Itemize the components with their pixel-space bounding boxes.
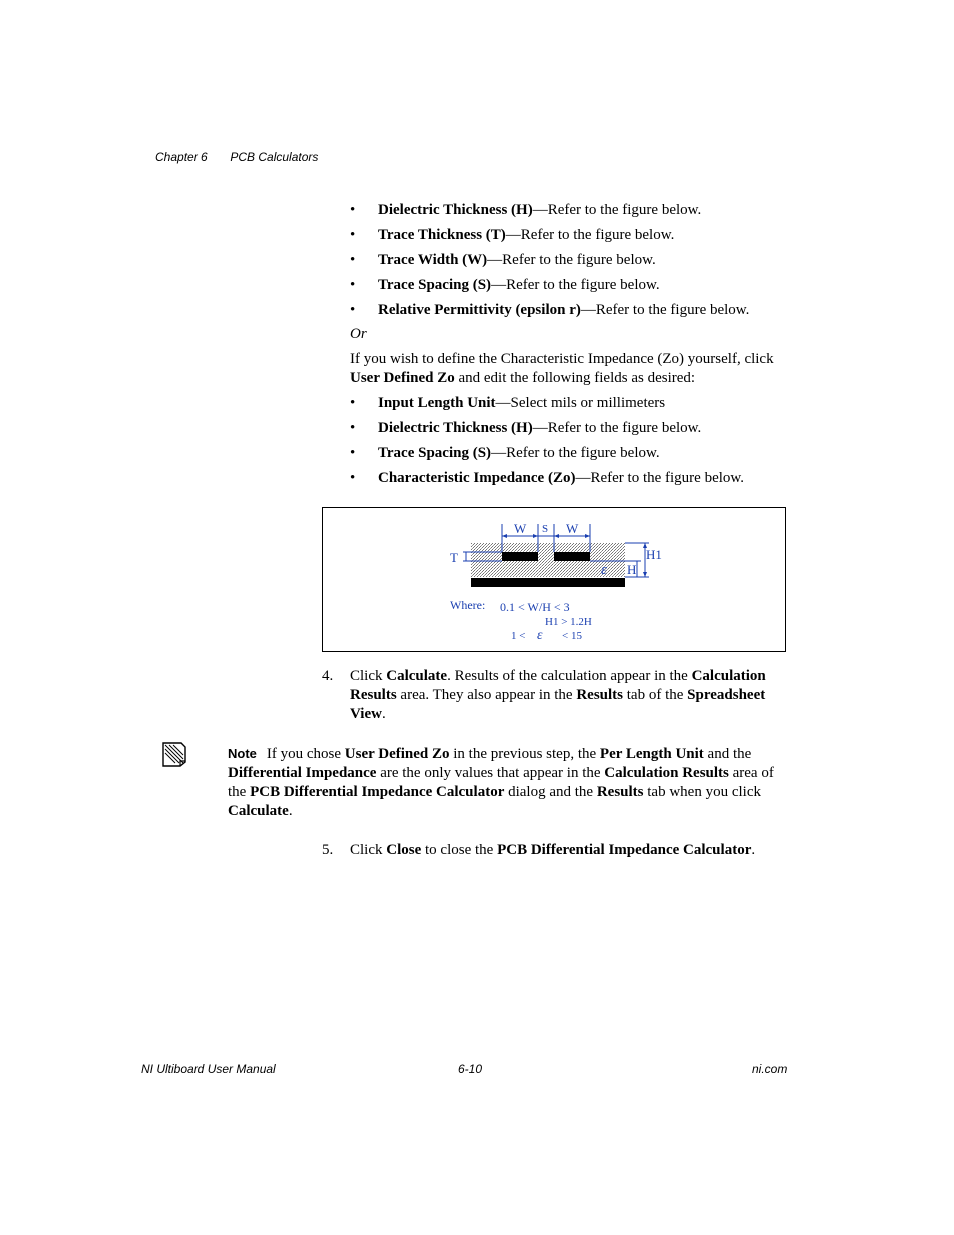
- note-pad-icon: [160, 740, 188, 773]
- note-block: Note If you chose User Defined Zo in the previous step, the Per Length Unit and the Differential Impedance are the only values that appear in the Calculation Results area of the PCB Differential Impedance Calculator dialog and the Results tab when you click Calculate.: [228, 746, 774, 819]
- trace-right: [554, 552, 590, 561]
- trace-left: [502, 552, 538, 561]
- chapter-label: Chapter 6: [155, 150, 208, 164]
- section-label: PCB Calculators: [230, 150, 319, 164]
- differential-trace-diagram: [323, 508, 785, 651]
- ground-plane: [471, 578, 625, 587]
- condition-h1: H1 > 1.2H: [545, 616, 592, 628]
- label-w-right: W: [566, 521, 579, 536]
- label-s: S: [542, 523, 549, 535]
- define-paragraph: If you wish to define the Characteristic Impedance (Zo) yourself, click User Defined Zo and edit the following fields as desired:: [350, 351, 774, 386]
- stripline-figure: [322, 507, 786, 652]
- footer-page-number: 6-10: [458, 1062, 483, 1076]
- footer-website: ni.com: [752, 1062, 788, 1076]
- running-header: [155, 150, 318, 164]
- condition-width-ratio: 0.1 < W/H < 3: [500, 600, 570, 614]
- label-w-left: W: [514, 521, 527, 536]
- note-label: Note: [228, 746, 257, 761]
- where-label: Where:: [450, 598, 486, 612]
- condition-permittivity-min: 1 <: [511, 630, 526, 642]
- epsilon-symbol-2: ε: [537, 628, 543, 643]
- epsilon-symbol: ε: [601, 562, 607, 578]
- or-text: Or: [350, 326, 367, 342]
- label-t: T: [450, 550, 458, 565]
- footer-manual-title: NI Ultiboard User Manual: [141, 1062, 276, 1076]
- label-h1: H1: [646, 547, 662, 562]
- label-h: H: [627, 562, 637, 577]
- condition-permittivity-max: < 15: [562, 630, 582, 642]
